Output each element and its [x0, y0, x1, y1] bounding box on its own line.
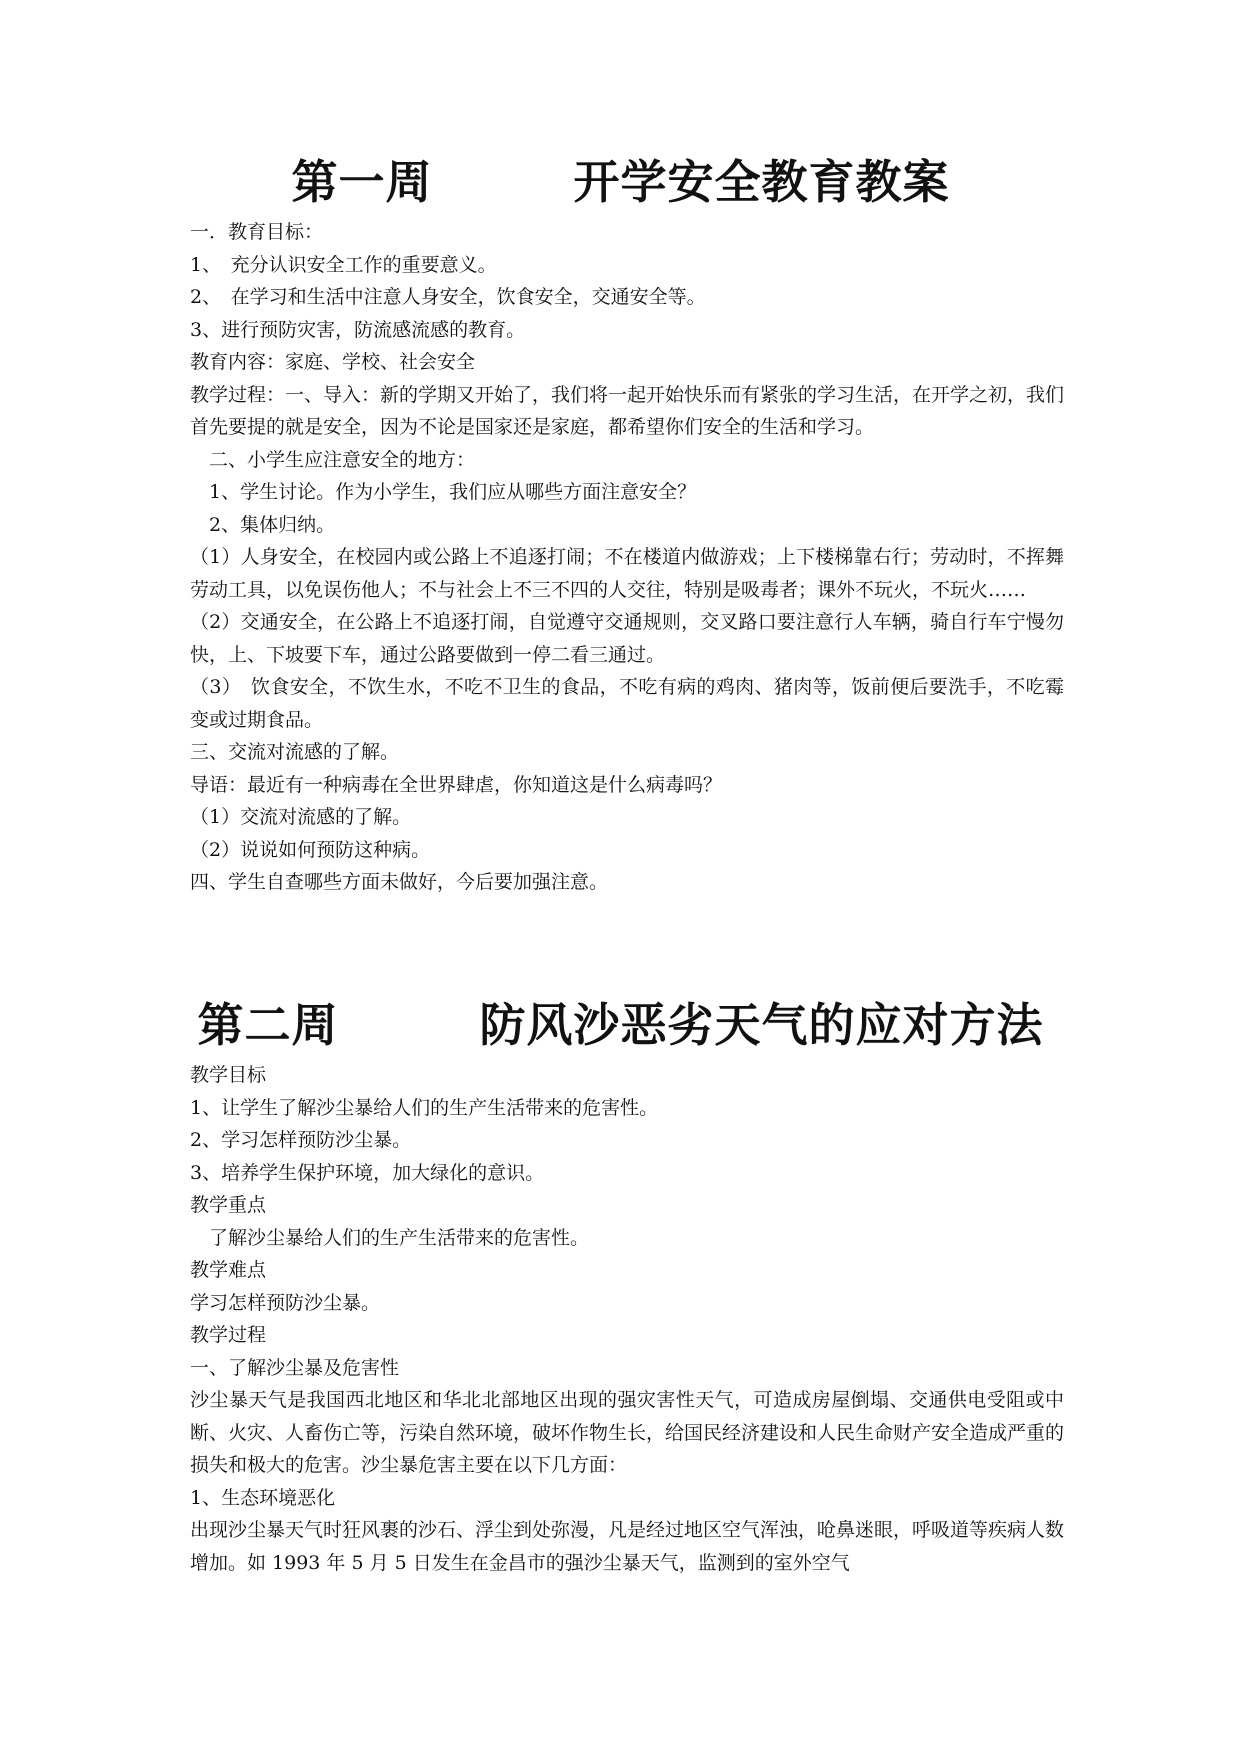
- paragraph: 导语：最近有一种病毒在全世界肆虐，你知道这是什么病毒吗？: [190, 773, 723, 796]
- paragraph: （1）交流对流感的了解。: [190, 806, 412, 828]
- paragraph: 学习怎样预防沙尘暴。: [190, 1291, 381, 1314]
- paragraph: 二、小学生应注意安全的地方：: [190, 448, 476, 471]
- paragraph: 2、学习怎样预防沙尘暴。: [190, 1129, 412, 1151]
- section-body-week-1: [190, 216, 1064, 899]
- paragraph: 1、 充分认识安全工作的重要意义。: [190, 253, 497, 276]
- section-title-week-1: 第一周 开学安全教育教案: [291, 155, 950, 209]
- paragraph: 1、让学生了解沙尘暴给人们的生产生活带来的危害性。: [190, 1096, 659, 1119]
- paragraph: 教学过程: [190, 1324, 267, 1346]
- section-body-week-2: [190, 1059, 1064, 1579]
- paragraph: 一、了解沙尘暴及危害性: [190, 1356, 400, 1379]
- paragraph: 1、生态环境恶化: [190, 1486, 336, 1509]
- paragraph: 1、学生讨论。作为小学生，我们应从哪些方面注意安全？: [190, 481, 697, 503]
- paragraph: 3、培养学生保护环境，加大绿化的意识。: [190, 1161, 545, 1184]
- paragraph: 沙尘暴天气是我国西北地区和华北北部地区出现的强灾害性天气，可造成房屋倒塌、交通供电受阻或中断、火灾、人畜伤亡等，污染自然环境，破坏作物生长，给国民经济建设和人民生命财产安全造成严重的损失和极大的危害。沙尘暴危害主要在以下几方面：: [190, 1389, 1065, 1476]
- paragraph: （2）说说如何预防这种病。: [190, 838, 431, 861]
- paragraph: 2、 在学习和生活中注意人身安全，饮食安全，交通安全等。: [190, 286, 706, 308]
- section-title-week-2: 第二周 防风沙恶劣天气的应对方法: [197, 998, 1044, 1052]
- paragraph: 教育内容：家庭、学校、社会安全: [190, 351, 476, 373]
- paragraph: 三、交流对流感的了解。: [190, 741, 400, 763]
- paragraph: （1）人身安全，在校园内或公路上不追逐打闹；不在楼道内做游戏；上下楼梯靠右行；劳动时，不挥舞劳动工具，以免误伤他人；不与社会上不三不四的人交往，特别是吸毒者；课外不玩火，不玩火……: [190, 546, 1064, 601]
- paragraph: 教学难点: [190, 1259, 267, 1281]
- paragraph: （2）交通安全，在公路上不追逐打闹，自觉遵守交通规则，交叉路口要注意行人车辆，骑自行车宁慢勿快，上、下坡要下车，通过公路要做到一停二看三通过。: [190, 611, 1064, 666]
- paragraph: 了解沙尘暴给人们的生产生活带来的危害性。: [190, 1226, 590, 1249]
- paragraph: 教学过程：一、导入：新的学期又开始了，我们将一起开始快乐而有紧张的学习生活，在开学之初，我们首先要提的就是安全，因为不论是国家还是家庭，都希望你们安全的生活和学习。: [190, 383, 1065, 438]
- paragraph: 一．教育目标：: [190, 221, 324, 243]
- paragraph: 教学重点: [190, 1194, 267, 1216]
- paragraph: 教学目标: [190, 1064, 267, 1086]
- paragraph: 3、进行预防灾害，防流感流感的教育。: [190, 318, 526, 341]
- paragraph: （3） 饮食安全，不饮生水，不吃不卫生的食品，不吃有病的鸡肉、猪肉等，饭前便后要洗手，不吃霉变或过期食品。: [190, 676, 1064, 731]
- paragraph: 2、集体归纳。: [190, 513, 336, 536]
- paragraph: 出现沙尘暴天气时狂风裹的沙石、浮尘到处弥漫，凡是经过地区空气浑浊，呛鼻迷眼，呼吸道等疾病人数增加。如 1993 年 5 月 5 日发生在金昌市的强沙尘暴天气，监测到的室外空气: [190, 1519, 1065, 1574]
- paragraph: 四、学生自查哪些方面未做好，今后要加强注意。: [190, 871, 609, 893]
